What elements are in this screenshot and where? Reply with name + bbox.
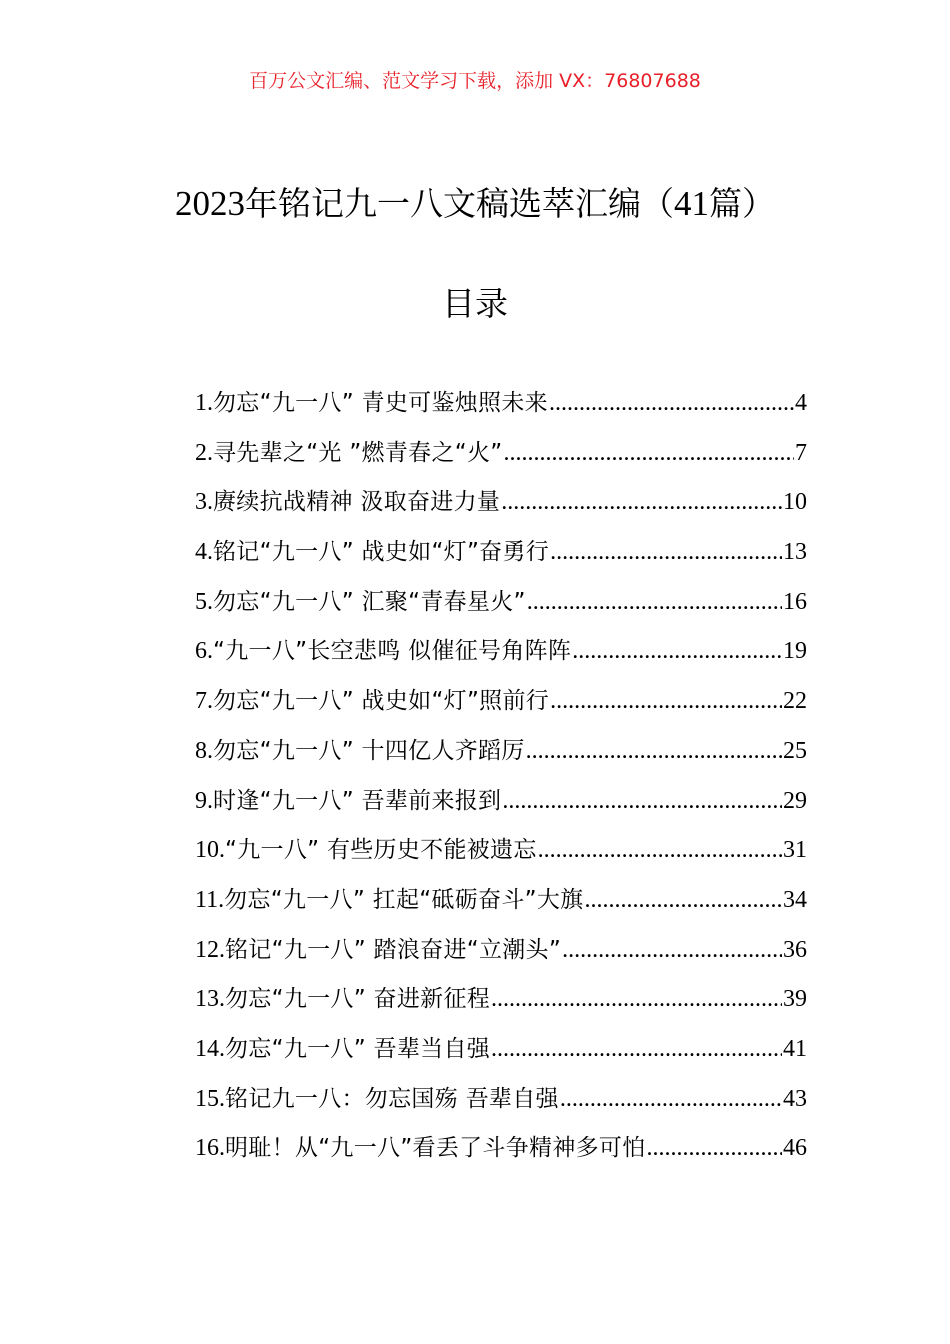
toc-entry-number: 11.: [195, 886, 225, 913]
toc-entry-page-number: 31: [783, 837, 807, 864]
toc-dot-leader: [502, 788, 782, 815]
toc-entry-number: 7.: [195, 688, 213, 715]
toc-entry-title: 时逢“九一八” 吾辈前来报到: [213, 787, 502, 814]
toc-dot-leader: [550, 539, 782, 566]
toc-entry-number: 15.: [195, 1085, 225, 1112]
toc-entry-title: 铭记“九一八” 踏浪奋进“立潮头”: [225, 936, 562, 963]
toc-entry[interactable]: [195, 384, 807, 434]
title-text-part1: 年铭记九一八文稿选萃汇编（: [245, 184, 674, 223]
toc-entry-title: 勿忘“九一八” 战史如“灯”照前行: [213, 688, 550, 715]
toc-entry[interactable]: [195, 1129, 807, 1179]
toc-entry[interactable]: [195, 831, 807, 881]
toc-entry-number: 3.: [195, 489, 213, 516]
toc-entry-page-number: 36: [783, 936, 807, 963]
toc-entry-title: 勿忘“九一八” 吾辈当自强: [225, 1035, 491, 1062]
toc-entry-page-number: 25: [783, 737, 807, 764]
toc-entry-title: 勿忘“九一八” 奋进新征程: [225, 986, 491, 1013]
toc-entry-page-number: 22: [783, 688, 807, 715]
toc-entry-number: 12.: [195, 936, 225, 963]
toc-entry-title: 铭记“九一八” 战史如“灯”奋勇行: [213, 539, 550, 566]
toc-dot-leader: [538, 837, 782, 864]
toc-entry-page-number: 7: [795, 439, 807, 466]
toc-entry[interactable]: [195, 1080, 807, 1130]
toc-dot-leader: [491, 986, 782, 1013]
toc-dot-leader: [562, 937, 782, 964]
toc-entry[interactable]: [195, 632, 807, 682]
toc-entry-page-number: 34: [783, 886, 807, 913]
toc-entry-number: 4.: [195, 539, 213, 566]
toc-entry-page-number: 13: [783, 539, 807, 566]
toc-dot-leader: [550, 688, 782, 715]
toc-entry-title: 勿忘“九一八” 扛起“砥砺奋斗”大旗: [224, 886, 584, 913]
toc-entry-title: 寻先辈之“光 ”燃青春之“火”: [213, 439, 503, 466]
toc-entry-title: “九一八”长空悲鸣 似催征号角阵阵: [213, 638, 572, 665]
toc-dot-leader: [647, 1135, 782, 1162]
toc-entry[interactable]: [195, 881, 807, 931]
toc-dot-leader: [503, 440, 794, 467]
toc-dot-leader: [526, 738, 782, 765]
title-year: 2023: [175, 184, 245, 223]
toc-entry[interactable]: [195, 980, 807, 1030]
toc-entry-number: 13.: [195, 986, 225, 1013]
header-watermark-note: 百万公文汇编、范文学习下载，添加 VX：76807688: [249, 70, 701, 92]
toc-entry-title: “九一八” 有些历史不能被遗忘: [225, 837, 537, 864]
toc-entry-page-number: 43: [783, 1085, 807, 1112]
toc-entry-number: 10.: [195, 837, 225, 864]
toc-heading: 目录: [442, 284, 508, 323]
toc-dot-leader: [584, 887, 782, 914]
toc-entry-page-number: 4: [795, 390, 807, 416]
toc-entry-page-number: 10: [783, 489, 807, 516]
toc-entry-number: 5.: [195, 588, 213, 615]
toc-entry[interactable]: [195, 682, 807, 732]
toc-entry-page-number: 29: [783, 787, 807, 814]
toc-dot-leader: [549, 390, 794, 417]
toc-entry-number: 2.: [195, 439, 213, 466]
toc-entry-page-number: 16: [783, 588, 807, 615]
toc-entry-page-number: 41: [783, 1035, 807, 1062]
toc-entry-number: 8.: [195, 737, 213, 764]
toc-entry-title: 勿忘“九一八” 汇聚“青春星火”: [213, 588, 526, 615]
toc-entry-number: 1.: [195, 390, 213, 416]
title-text-part2: 篇）: [709, 184, 775, 223]
toc-entry[interactable]: [195, 782, 807, 832]
toc-entry-page-number: 46: [783, 1135, 807, 1162]
toc-entry-page-number: 39: [783, 986, 807, 1013]
toc-dot-leader: [527, 589, 782, 616]
toc-entry-number: 16.: [195, 1135, 225, 1162]
toc-entry-page-number: 19: [783, 638, 807, 665]
toc-dot-leader: [572, 638, 782, 665]
table-of-contents: [195, 384, 807, 1179]
document-title: [160, 180, 790, 228]
title-count: 41: [674, 184, 709, 223]
toc-entry-title: 勿忘“九一八” 十四亿人齐蹈厉: [213, 737, 525, 764]
toc-entry[interactable]: [195, 931, 807, 981]
toc-entry[interactable]: [195, 434, 807, 484]
toc-entry-number: 6.: [195, 638, 213, 665]
toc-entry-number: 14.: [195, 1035, 225, 1062]
toc-entry-number: 9.: [195, 787, 213, 814]
toc-entry-title: 勿忘“九一八” 青史可鉴烛照未来: [213, 390, 548, 416]
toc-entry[interactable]: [195, 583, 807, 633]
toc-entry-title: 赓续抗战精神 汲取奋进力量: [213, 489, 501, 516]
toc-entry-title: 铭记九一八：勿忘国殇 吾辈自强: [225, 1085, 559, 1112]
toc-dot-leader: [560, 1086, 782, 1113]
toc-entry-title: 明耻！从“九一八”看丢了斗争精神多可怕: [225, 1135, 646, 1162]
toc-dot-leader: [501, 489, 782, 516]
toc-entry[interactable]: [195, 732, 807, 782]
toc-dot-leader: [491, 1036, 782, 1063]
toc-entry[interactable]: [195, 1030, 807, 1080]
toc-entry[interactable]: [195, 533, 807, 583]
toc-entry[interactable]: [195, 483, 807, 533]
